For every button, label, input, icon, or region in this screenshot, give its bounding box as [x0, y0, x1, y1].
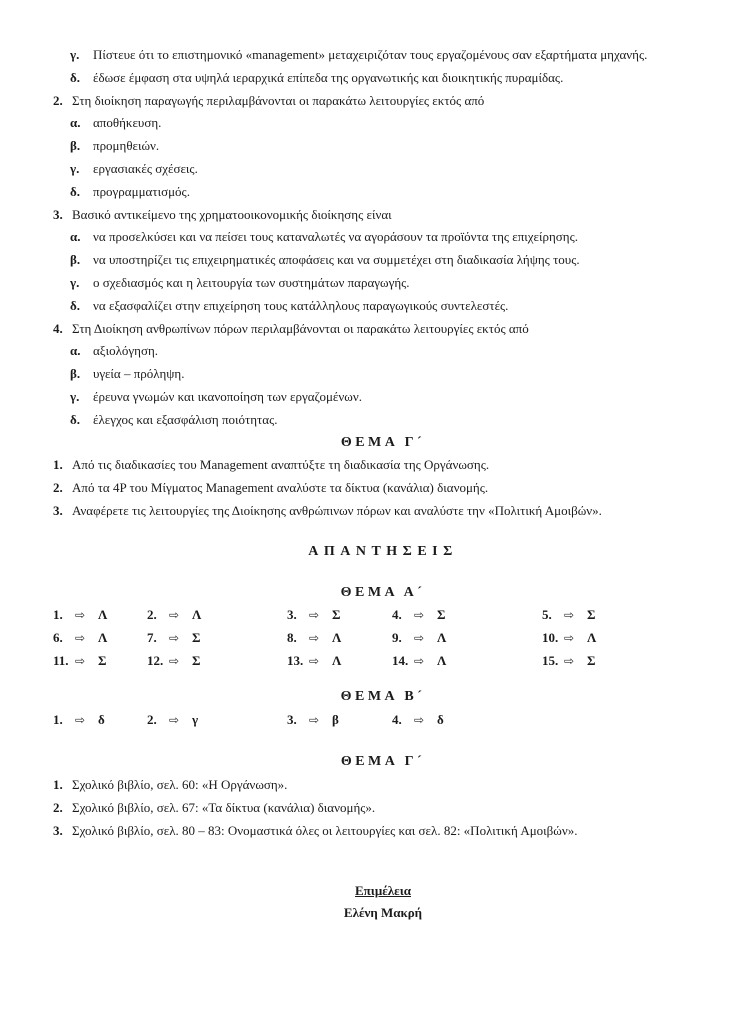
- right-arrow-icon: ⇨: [564, 631, 575, 646]
- answer-number: 3.: [287, 607, 297, 623]
- question-text: Στη διοίκηση παραγωγής περιλαμβάνονται οι παρακάτω λειτουργίες εκτός από: [72, 92, 485, 108]
- question-text: Αναφέρετε τις λειτουργίες της Διοίκησης ανθρώπινων πόρων και αναλύστε την «Πολιτική Αμοιβών».: [72, 502, 602, 518]
- right-arrow-icon: ⇨: [75, 653, 86, 668]
- answer-number: 7.: [147, 630, 157, 646]
- question-text: Στη Διοίκηση ανθρωπίνων πόρων περιλαμβάνονται οι παρακάτω λειτουργίες εκτός από: [72, 320, 529, 336]
- answer-value: Λ: [98, 630, 108, 646]
- answer-value: Σ: [587, 652, 596, 668]
- option-text: υγεία – πρόληψη.: [93, 366, 185, 382]
- answer-value: δ: [98, 711, 105, 727]
- answer-cell: [542, 650, 713, 673]
- right-arrow-icon: ⇨: [169, 631, 180, 646]
- answer-number: 1.: [53, 607, 63, 623]
- question-item: [53, 477, 713, 500]
- option-letter: δ.: [70, 411, 80, 427]
- mc-option: [53, 409, 713, 432]
- answer-value: Λ: [587, 630, 597, 646]
- mc-option: [53, 340, 713, 363]
- answer-cell: [392, 709, 542, 732]
- answer-cell: [53, 709, 147, 732]
- right-arrow-icon: ⇨: [309, 631, 320, 646]
- option-text: έλεγχος και εξασφάλιση ποιότητας.: [93, 411, 278, 427]
- answer-number: 14.: [392, 652, 409, 668]
- mc-option: [53, 386, 713, 409]
- option-text: προμηθειών.: [93, 138, 160, 154]
- question-number: 3.: [53, 822, 63, 838]
- answer-cell: [392, 650, 542, 673]
- answer-value: Λ: [332, 630, 342, 646]
- right-arrow-icon: ⇨: [169, 653, 180, 668]
- answer-number: 11.: [53, 652, 69, 668]
- mc-option: [53, 158, 713, 181]
- answer-value: Λ: [98, 607, 108, 623]
- mc-option: [53, 272, 713, 295]
- answer-number: 4.: [392, 607, 402, 623]
- editor-label: Επιμέλεια: [355, 882, 411, 898]
- answer-cell: [53, 604, 147, 627]
- question-number: 3.: [53, 206, 63, 222]
- option-letter: β.: [70, 252, 81, 268]
- answer-number: 6.: [53, 630, 63, 646]
- right-arrow-icon: ⇨: [75, 631, 86, 646]
- question-number: 3.: [53, 502, 63, 518]
- question-item: [53, 318, 713, 341]
- mc-option: [53, 295, 713, 318]
- right-arrow-icon: ⇨: [414, 712, 425, 727]
- answer-value: β: [332, 711, 339, 727]
- question-number: 4.: [53, 320, 63, 336]
- right-arrow-icon: ⇨: [75, 712, 86, 727]
- right-arrow-icon: ⇨: [564, 653, 575, 668]
- option-text: να προσελκύσει και να πείσει τους καταναλωτές να αγοράσουν τα προϊόντα της επιχείρησης.: [93, 229, 579, 245]
- mc-option: [53, 249, 713, 272]
- mc-option: [53, 44, 713, 67]
- mc-option: [53, 226, 713, 249]
- thema-b-answer-grid: [53, 709, 713, 732]
- answer-cell: [287, 604, 392, 627]
- question-item: [53, 500, 713, 523]
- answer-number: 4.: [392, 711, 402, 727]
- answer-cell: [287, 650, 392, 673]
- option-letter: α.: [70, 115, 81, 131]
- question-item: [53, 90, 713, 113]
- answer-number: 8.: [287, 630, 297, 646]
- question-number: 1.: [53, 777, 63, 793]
- right-arrow-icon: ⇨: [309, 712, 320, 727]
- answer-number: 2.: [147, 607, 157, 623]
- option-letter: δ.: [70, 297, 80, 313]
- answer-number: 9.: [392, 630, 402, 646]
- answer-cell: [147, 604, 287, 627]
- answer-number: 3.: [287, 711, 297, 727]
- answer-number: 15.: [542, 652, 559, 668]
- answer-value: Σ: [587, 607, 596, 623]
- option-letter: γ.: [70, 47, 80, 62]
- answer-value: δ: [437, 711, 444, 727]
- right-arrow-icon: ⇨: [414, 608, 425, 623]
- right-arrow-icon: ⇨: [414, 653, 425, 668]
- question-item: [53, 820, 713, 843]
- option-letter: β.: [70, 138, 81, 154]
- answer-number: 1.: [53, 711, 63, 727]
- answer-cell: [287, 709, 392, 732]
- question-item: [53, 774, 713, 797]
- answer-value: Λ: [437, 652, 447, 668]
- answer-cell: [147, 650, 287, 673]
- answer-value: Σ: [98, 652, 107, 668]
- question-text: Σχολικό βιβλίο, σελ. 67: «Τα δίκτυα (κανάλια) διανομής».: [72, 799, 376, 815]
- question-text: Σχολικό βιβλίο, σελ. 80 – 83: Ονομαστικά όλες οι λειτουργίες και σελ. 82: «Πολιτική Αμοιβών».: [72, 822, 578, 838]
- question-number: 2.: [53, 480, 63, 496]
- answer-number: 2.: [147, 711, 157, 727]
- right-arrow-icon: ⇨: [564, 608, 575, 623]
- thema-b-answers-heading: ΘΕΜΑ Β´: [340, 688, 426, 704]
- answer-number: 10.: [542, 630, 559, 646]
- option-text: αποθήκευση.: [93, 115, 162, 131]
- option-text: έρευνα γνωμών και ικανοποίηση των εργαζομένων.: [93, 388, 362, 404]
- answer-cell: [147, 709, 287, 732]
- right-arrow-icon: ⇨: [309, 608, 320, 623]
- option-letter: δ.: [70, 69, 80, 85]
- question-item: [53, 454, 713, 477]
- multiple-choice-questions: [53, 44, 713, 432]
- option-letter: δ.: [70, 183, 80, 199]
- answer-number: 13.: [287, 652, 304, 668]
- thema-c-answers-heading: ΘΕΜΑ Γ´: [340, 754, 426, 770]
- editor-name: Ελένη Μακρή: [343, 905, 423, 921]
- answer-value: Σ: [192, 652, 201, 668]
- thema-c-questions-heading: ΘΕΜΑ Γ´: [340, 434, 426, 450]
- answer-cell: [147, 627, 287, 650]
- answer-value: Σ: [332, 607, 341, 623]
- mc-option: [53, 181, 713, 204]
- question-number: 1.: [53, 457, 63, 473]
- question-text: Από τα 4P του Μίγματος Management αναλύστε τα δίκτυα (κανάλια) διανομής.: [72, 480, 489, 496]
- right-arrow-icon: ⇨: [75, 608, 86, 623]
- thema-c-question-list: [53, 454, 713, 522]
- option-text: αξιολόγηση.: [93, 343, 159, 359]
- answer-cell: [542, 627, 713, 650]
- answer-value: Σ: [192, 630, 201, 646]
- option-letter: α.: [70, 343, 81, 359]
- option-letter: α.: [70, 229, 81, 245]
- right-arrow-icon: ⇨: [309, 653, 320, 668]
- mc-option: [53, 363, 713, 386]
- question-text: Βασικό αντικείμενο της χρηματοοικονομικής διοίκησης είναι: [72, 206, 392, 222]
- answer-cell: [287, 627, 392, 650]
- right-arrow-icon: ⇨: [414, 631, 425, 646]
- thema-a-answer-grid: [53, 604, 713, 672]
- answer-value: Λ: [437, 630, 447, 646]
- answer-number: 12.: [147, 652, 164, 668]
- mc-option: [53, 67, 713, 90]
- option-letter: β.: [70, 366, 81, 382]
- answer-cell: [392, 604, 542, 627]
- question-number: 2.: [53, 799, 63, 815]
- thema-c-answer-list: [53, 774, 713, 842]
- answer-cell: [392, 627, 542, 650]
- answer-cell: [53, 650, 147, 673]
- thema-a-answers-heading: ΘΕΜΑ Α´: [340, 584, 426, 600]
- answer-cell: [53, 627, 147, 650]
- option-text: προγραμματισμός.: [93, 183, 190, 199]
- mc-option: [53, 112, 713, 135]
- question-item: [53, 797, 713, 820]
- option-text: να υποστηρίζει τις επιχειρηματικές αποφάσεις και να συμμετέχει στη διαδικασία λήψης τους.: [93, 252, 580, 268]
- question-number: 2.: [53, 92, 63, 108]
- option-letter: γ.: [70, 160, 80, 176]
- option-text: Πίστευε ότι το επιστημονικό «management» μεταχειριζόταν τους εργαζομένους σαν εξαρτήματα μηχανής.: [93, 47, 648, 62]
- footer: [53, 880, 713, 926]
- option-letter: γ.: [70, 388, 80, 404]
- option-text: να εξασφαλίζει στην επιχείρηση τους κατάλληλους παραγωγικούς συντελεστές.: [93, 297, 509, 313]
- option-text: ο σχεδιασμός και η λειτουργία των συστημάτων παραγωγής.: [93, 274, 410, 290]
- option-letter: γ.: [70, 274, 80, 290]
- option-text: εργασιακές σχέσεις.: [93, 160, 198, 176]
- answer-cell: [542, 604, 713, 627]
- mc-option: [53, 135, 713, 158]
- right-arrow-icon: ⇨: [169, 608, 180, 623]
- answer-number: 5.: [542, 607, 552, 623]
- question-text: Σχολικό βιβλίο, σελ. 60: «Η Οργάνωση».: [72, 777, 288, 793]
- answer-value: γ: [192, 711, 199, 727]
- answer-value: Σ: [437, 607, 446, 623]
- question-item: [53, 204, 713, 227]
- question-text: Από τις διαδικασίες του Management αναπτύξτε τη διαδικασία της Οργάνωσης.: [72, 457, 490, 473]
- answer-value: Λ: [332, 652, 342, 668]
- right-arrow-icon: ⇨: [169, 712, 180, 727]
- answers-heading: ΑΠΑΝΤΗΣΕΙΣ: [308, 543, 458, 559]
- option-text: έδωσε έμφαση στα υψηλά ιεραρχικά επίπεδα της οργανωτικής και διοικητικής πυραμίδας.: [93, 69, 564, 85]
- answer-value: Λ: [192, 607, 202, 623]
